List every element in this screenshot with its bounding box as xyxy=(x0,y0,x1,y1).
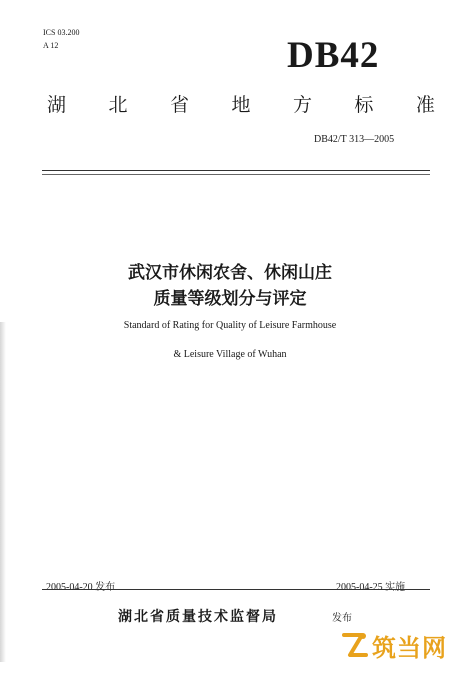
standard-name xyxy=(47,92,435,118)
title-en-line2: & Leisure Village of Wuhan xyxy=(173,349,287,360)
watermark-text: 筑当网 xyxy=(372,633,447,662)
standard-name-char: 湖 xyxy=(47,94,67,116)
standard-name-char: 标 xyxy=(354,94,374,116)
standard-name-char: 省 xyxy=(169,94,189,116)
standard-name-char: 准 xyxy=(415,94,435,116)
footer-divider xyxy=(42,589,430,590)
standard-name-char: 北 xyxy=(108,94,128,116)
implementation-date: 2005-04-25 实施 xyxy=(336,582,406,593)
standard-number: DB42/T 313—2005 xyxy=(314,134,395,145)
standard-logo: DB42 xyxy=(287,35,380,76)
classification-code: A 12 xyxy=(43,41,59,50)
ics-code: ICS 03.200 xyxy=(43,28,80,37)
header-divider xyxy=(42,170,430,171)
standard-name-char: 方 xyxy=(292,94,312,116)
issue-date: 2005-04-20 发布 xyxy=(46,582,116,593)
watermark-logo-icon xyxy=(340,629,370,661)
watermark xyxy=(340,625,447,665)
issuer-name: 湖北省质量技术监督局 xyxy=(118,609,278,625)
standard-name-char: 地 xyxy=(231,94,251,116)
issuer-suffix: 发布 xyxy=(332,613,352,624)
title-en-line1: Standard of Rating for Quality of Leisure Farmhouse xyxy=(123,320,337,331)
scan-edge-shadow xyxy=(0,322,6,662)
title-cn-line1: 武汉市休闲农舍、休闲山庄 xyxy=(128,263,332,283)
header-divider-secondary xyxy=(42,174,430,175)
title-cn-line2: 质量等级划分与评定 xyxy=(153,289,307,309)
